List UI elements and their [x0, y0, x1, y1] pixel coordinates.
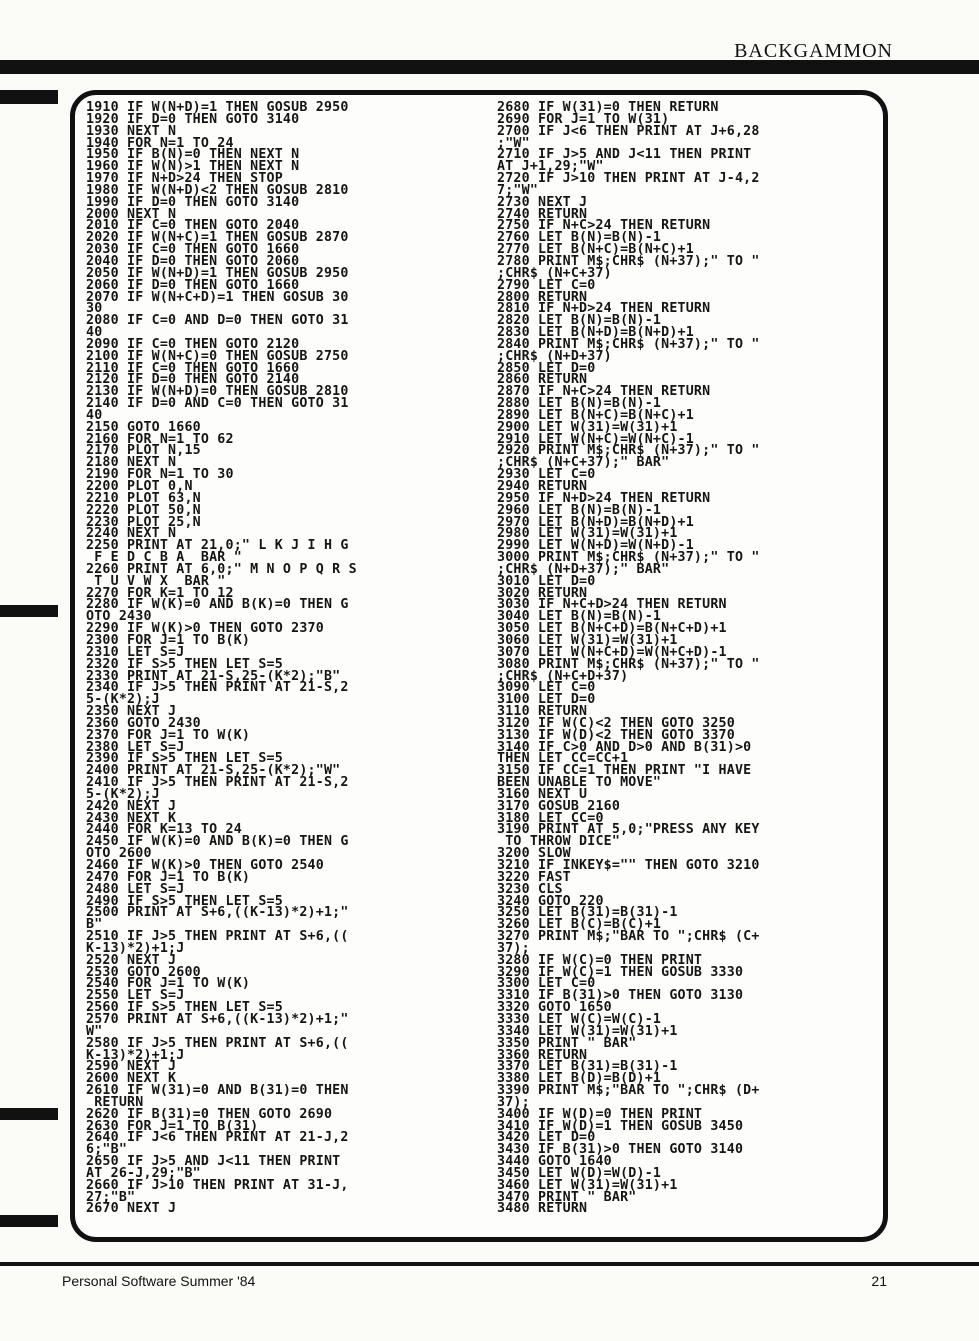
code-line: ;CHR$ (N+D+37)	[497, 348, 612, 364]
code-line: 2950 IF N+D>24 THEN RETURN	[497, 490, 711, 506]
code-line: 2120 IF D=0 THEN GOTO 2140	[86, 372, 300, 388]
code-line: 2530 GOTO 2600	[86, 964, 201, 980]
code-line: 2670 NEXT J	[86, 1201, 177, 1217]
code-line: 3250 LET B(31)=B(31)-1	[497, 905, 678, 921]
code-line: 2600 NEXT K	[86, 1071, 177, 1087]
code-line: 3470 PRINT " BAR"	[497, 1189, 637, 1205]
code-line: 2110 IF C=0 THEN GOTO 1660	[86, 360, 300, 376]
code-line: 2080 IF C=0 AND D=0 THEN GOTO 31	[86, 313, 349, 329]
code-line: 2440 FOR K=13 TO 24	[86, 822, 242, 838]
code-line: 2260 PRINT AT 6,0;" M N O P Q R S	[86, 561, 357, 577]
code-line: 2520 NEXT J	[86, 952, 177, 968]
margin-bar	[0, 90, 58, 104]
code-line: 2210 PLOT 63,N	[86, 490, 201, 506]
code-line: 2450 IF W(K)=0 AND B(K)=0 THEN G	[86, 834, 349, 850]
code-line: 3060 LET W(31)=W(31)+1	[497, 632, 678, 648]
code-line: 2010 IF C=0 THEN GOTO 2040	[86, 218, 300, 234]
code-line: 2330 PRINT AT 21-S,25-(K*2);"B"	[86, 668, 341, 684]
code-line: 3460 LET W(31)=W(31)+1	[497, 1177, 678, 1193]
code-line: 3180 LET CC=0	[497, 810, 604, 826]
code-line: 3110 RETURN	[497, 704, 588, 720]
code-line: AT 26-J,29;"B"	[86, 1165, 201, 1181]
code-line: 3260 LET B(C)=B(C)+1	[497, 917, 662, 933]
code-line: 3190 PRINT AT 5,0;"PRESS ANY KEY	[497, 822, 760, 838]
publication-name: Personal Software Summer '84	[62, 1273, 256, 1289]
code-line: 2900 LET W(31)=W(31)+1	[497, 419, 678, 435]
code-line: 2240 NEXT N	[86, 526, 177, 542]
code-line: RETURN	[86, 1094, 144, 1110]
code-line: 2400 PRINT AT 21-S,25-(K*2);"W"	[86, 763, 341, 779]
code-line: 2310 LET S=J	[86, 644, 185, 660]
code-line: 2070 IF W(N+C+D)=1 THEN GOSUB 30	[86, 289, 349, 305]
code-line: 5-(K*2);J	[86, 692, 160, 708]
code-line: 3280 IF W(C)=0 THEN PRINT	[497, 952, 703, 968]
code-line: 2560 IF S>5 THEN LET S=5	[86, 1000, 283, 1016]
code-line: 2320 IF S>5 THEN LET S=5	[86, 656, 283, 672]
code-line: ;"W"	[497, 135, 530, 151]
code-line: 2770 LET B(N+C)=B(N+C)+1	[497, 242, 694, 258]
code-line: 3240 GOTO 220	[497, 893, 604, 909]
code-line: 2920 PRINT M$;CHR$ (N+37);" TO "	[497, 443, 760, 459]
listing-column-right	[497, 102, 882, 1215]
footer-rule	[0, 1262, 979, 1266]
code-line: 3400 IF W(D)=0 THEN PRINT	[497, 1106, 703, 1122]
code-line: 2890 LET B(N+C)=B(N+C)+1	[497, 407, 694, 423]
code-line: 3480 RETURN	[497, 1201, 588, 1217]
code-line: 3420 LET D=0	[497, 1130, 596, 1146]
code-line: 3080 PRINT M$;CHR$ (N+37);" TO "	[497, 656, 760, 672]
code-line: K-13)*2)+1;J	[86, 1047, 185, 1063]
code-line: 1960 IF W(N)>1 THEN NEXT N	[86, 159, 300, 175]
code-line: OTO 2600	[86, 846, 152, 862]
code-line: 2660 IF J>10 THEN PRINT AT 31-J,	[86, 1177, 349, 1193]
code-line: 2870 IF N+C>24 THEN RETURN	[497, 384, 711, 400]
code-line: THEN LET CC=CC+1	[497, 751, 629, 767]
code-line: 3070 LET W(N+C+D)=W(N+C+D)-1	[497, 644, 727, 660]
code-line: 2940 RETURN	[497, 479, 588, 494]
code-line: 30	[86, 301, 103, 317]
code-line: 7;"W"	[497, 182, 539, 198]
code-line: 2470 FOR J=1 TO B(K)	[86, 869, 251, 885]
code-line: 2800 RETURN	[497, 289, 588, 305]
code-line: 1990 IF D=0 THEN GOTO 3140	[86, 194, 300, 210]
code-line: 3370 LET B(31)=B(31)-1	[497, 1059, 678, 1075]
code-line: 3100 LET D=0	[497, 692, 596, 708]
code-line: 3390 PRINT M$;"BAR TO ";CHR$ (D+	[497, 1083, 760, 1099]
code-line: B"	[86, 917, 103, 933]
code-line: 2250 PRINT AT 21,0;" L K J I H G	[86, 538, 349, 554]
code-line: 27;"B"	[86, 1189, 136, 1205]
code-line: 2640 IF J<6 THEN PRINT AT 21-J,2	[86, 1130, 349, 1146]
code-line: 2090 IF C=0 THEN GOTO 2120	[86, 336, 300, 352]
code-line: BEEN UNABLE TO MOVE"	[497, 775, 662, 791]
code-line: 2930 LET C=0	[497, 467, 596, 483]
code-line: 2280 IF W(K)=0 AND B(K)=0 THEN G	[86, 597, 349, 613]
code-line: 3020 RETURN	[497, 585, 588, 601]
code-line: 2460 IF W(K)>0 THEN GOTO 2540	[86, 858, 324, 873]
code-line: 2380 LET S=J	[86, 739, 185, 755]
code-line: 2610 IF W(31)=0 AND B(31)=0 THEN	[86, 1083, 349, 1099]
code-line: 2740 RETURN	[497, 206, 588, 222]
code-line: 2160 FOR N=1 TO 62	[86, 431, 234, 447]
code-line: 2430 NEXT K	[86, 810, 177, 826]
code-line: W"	[86, 1023, 103, 1039]
code-line: 3200 SLOW	[497, 846, 571, 862]
code-line: K-13)*2)+1;J	[86, 940, 185, 956]
code-line: ;CHR$ (N+C+D+37)	[497, 668, 629, 684]
code-line: 5-(K*2);J	[86, 786, 160, 802]
code-line: 1920 IF D=0 THEN GOTO 3140	[86, 111, 300, 127]
code-line: 2180 NEXT N	[86, 455, 177, 471]
code-line: 2220 PLOT 50,N	[86, 502, 201, 518]
code-line: 3090 LET C=0	[497, 680, 596, 696]
code-line: 2000 NEXT N	[86, 206, 177, 222]
code-line: 3210 IF INKEY$="" THEN GOTO 3210	[497, 858, 760, 873]
code-line: 2750 IF N+C>24 THEN RETURN	[497, 218, 711, 234]
code-line: 3270 PRINT M$;"BAR TO ";CHR$ (C+	[497, 929, 760, 945]
code-line: 3340 LET W(31)=W(31)+1	[497, 1023, 678, 1039]
code-line: 2050 IF W(N+D)=1 THEN GOSUB 2950	[86, 265, 349, 281]
code-line: 2840 PRINT M$;CHR$ (N+37);" TO "	[497, 336, 760, 352]
code-line: 2980 LET W(31)=W(31)+1	[497, 526, 678, 542]
code-line: 2200 PLOT 0,N	[86, 479, 193, 494]
code-line: ;CHR$ (N+C+37)	[497, 265, 612, 281]
code-line: 2700 IF J<6 THEN PRINT AT J+6,28	[497, 123, 760, 139]
code-line: 2820 LET B(N)=B(N)-1	[497, 313, 662, 329]
code-line: 3330 LET W(C)=W(C)-1	[497, 1011, 662, 1027]
code-line: 2760 LET B(N)=B(N)-1	[497, 230, 662, 246]
code-line: 2150 GOTO 1660	[86, 419, 201, 435]
code-line: 2390 IF S>5 THEN LET S=5	[86, 751, 283, 767]
code-line: 3140 IF C>0 AND D>0 AND B(31)>0	[497, 739, 752, 755]
code-line: 3430 IF B(31)>0 THEN GOTO 3140	[497, 1142, 744, 1158]
code-line: 2650 IF J>5 AND J<11 THEN PRINT	[86, 1154, 341, 1170]
code-line: 2130 IF W(N+D)=0 THEN GOSUB 2810	[86, 384, 349, 400]
code-line: 6;"B"	[86, 1142, 128, 1158]
code-line: 2300 FOR J=1 TO B(K)	[86, 632, 251, 648]
code-line: 2570 PRINT AT S+6,((K-13)*2)+1;"	[86, 1011, 349, 1027]
code-line: 2830 LET B(N+D)=B(N+D)+1	[497, 325, 694, 341]
code-line: 1950 IF B(N)=0 THEN NEXT N	[86, 147, 300, 163]
code-line: 3050 LET B(N+C+D)=B(N+C+D)+1	[497, 621, 727, 637]
code-line: 2480 LET S=J	[86, 881, 185, 897]
code-line: 3320 GOTO 1650	[497, 1000, 612, 1016]
code-line: 2040 IF D=0 THEN GOTO 2060	[86, 253, 300, 269]
code-line: 3010 LET D=0	[497, 573, 596, 589]
code-line: 2290 IF W(K)>0 THEN GOTO 2370	[86, 621, 324, 637]
code-line: 3300 LET C=0	[497, 976, 596, 992]
section-title: BACKGAMMON	[734, 40, 893, 62]
code-line: 2170 PLOT N,15	[86, 443, 201, 459]
code-line: 2580 IF J>5 THEN PRINT AT S+6,((	[86, 1035, 349, 1051]
code-line: AT J+1,29;"W"	[497, 159, 604, 175]
code-line: 2720 IF J>10 THEN PRINT AT J-4,2	[497, 171, 760, 187]
code-line: 3220 FAST	[497, 869, 571, 885]
code-line: 2690 FOR J=1 TO W(31)	[497, 111, 670, 127]
code-line: 2100 IF W(N+C)=0 THEN GOSUB 2750	[86, 348, 349, 364]
code-line: 1910 IF W(N+D)=1 THEN GOSUB 2950	[86, 100, 349, 115]
code-line: 2990 LET W(N+D)=W(N+D)-1	[497, 538, 694, 554]
page-number: 21	[871, 1273, 887, 1289]
code-line: 3290 IF W(C)=1 THEN GOSUB 3330	[497, 964, 744, 980]
code-line: 2710 IF J>5 AND J<11 THEN PRINT	[497, 147, 752, 163]
code-line: 3000 PRINT M$;CHR$ (N+37);" TO "	[497, 550, 760, 566]
code-line: 2140 IF D=0 AND C=0 THEN GOTO 31	[86, 396, 349, 412]
code-line: 2730 NEXT J	[497, 194, 588, 210]
code-line: 2780 PRINT M$;CHR$ (N+37);" TO "	[497, 253, 760, 269]
code-line: 2020 IF W(N+C)=1 THEN GOSUB 2870	[86, 230, 349, 246]
code-line: 2630 FOR J=1 TO B(31)	[86, 1118, 259, 1134]
margin-bar	[0, 1108, 58, 1120]
code-line: 3450 LET W(D)=W(D)-1	[497, 1165, 662, 1181]
code-line: 2490 IF S>5 THEN LET S=5	[86, 893, 283, 909]
code-line: ;CHR$ (N+D+37);" BAR"	[497, 561, 670, 577]
code-line: 37);	[497, 1094, 530, 1110]
code-line: 2880 LET B(N)=B(N)-1	[497, 396, 662, 412]
margin-bar	[0, 1215, 58, 1227]
code-line: 3410 IF W(D)=1 THEN GOSUB 3450	[497, 1118, 744, 1134]
code-line: 1970 IF N+D>24 THEN STOP	[86, 171, 283, 187]
code-line: 2850 LET D=0	[497, 360, 596, 376]
code-line: 2860 RETURN	[497, 372, 588, 388]
code-line: 3040 LET B(N)=B(N)-1	[497, 609, 662, 625]
code-line: 2680 IF W(31)=0 THEN RETURN	[497, 100, 719, 115]
code-line: 3120 IF W(C)<2 THEN GOTO 3250	[497, 715, 735, 731]
code-line: 2060 IF D=0 THEN GOTO 1660	[86, 277, 300, 293]
code-line: 2350 NEXT J	[86, 704, 177, 720]
code-line: 2550 LET S=J	[86, 988, 185, 1004]
code-line: 3380 LET B(D)=B(D)+1	[497, 1071, 662, 1087]
listing-column-left	[86, 102, 481, 1215]
code-line: 3230 CLS	[497, 881, 563, 897]
code-line: 2500 PRINT AT S+6,((K-13)*2)+1;"	[86, 905, 349, 921]
code-line: 2340 IF J>5 THEN PRINT AT 21-S,2	[86, 680, 349, 696]
code-line: 1930 NEXT N	[86, 123, 177, 139]
code-line: 2230 PLOT 25,N	[86, 514, 201, 530]
code-line: 2540 FOR J=1 TO W(K)	[86, 976, 251, 992]
code-line: 2510 IF J>5 THEN PRINT AT S+6,((	[86, 929, 349, 945]
code-line: 1940 FOR N=1 TO 24	[86, 135, 234, 151]
code-line: 40	[86, 325, 103, 341]
code-line: ;CHR$ (N+C+37);" BAR"	[497, 455, 670, 471]
code-line: 3150 IF CC=1 THEN PRINT "I HAVE	[497, 763, 752, 779]
margin-bar	[0, 605, 58, 617]
code-line: 2360 GOTO 2430	[86, 715, 201, 731]
code-line: 2370 FOR J=1 TO W(K)	[86, 727, 251, 743]
code-line: 2590 NEXT J	[86, 1059, 177, 1075]
code-line: 3160 NEXT U	[497, 786, 588, 802]
code-line: 1980 IF W(N+D)<2 THEN GOSUB 2810	[86, 182, 349, 198]
code-line: 3360 RETURN	[497, 1047, 588, 1063]
code-line: 37);	[497, 940, 530, 956]
code-line: 2620 IF B(31)=0 THEN GOTO 2690	[86, 1106, 333, 1122]
code-line: 3350 PRINT " BAR"	[497, 1035, 637, 1051]
code-line: 2810 IF N+D>24 THEN RETURN	[497, 301, 711, 317]
code-line: 2970 LET B(N+D)=B(N+D)+1	[497, 514, 694, 530]
code-line: 2270 FOR K=1 TO 12	[86, 585, 234, 601]
code-line: 40	[86, 407, 103, 423]
code-line: TO THROW DICE"	[497, 834, 621, 850]
code-line: 3030 IF N+C+D>24 THEN RETURN	[497, 597, 727, 613]
code-line: 3310 IF B(31)>0 THEN GOTO 3130	[497, 988, 744, 1004]
code-line: 2410 IF J>5 THEN PRINT AT 21-S,2	[86, 775, 349, 791]
code-line: 2960 LET B(N)=B(N)-1	[497, 502, 662, 518]
code-line: 3440 GOTO 1640	[497, 1154, 612, 1170]
code-line: 2190 FOR N=1 TO 30	[86, 467, 234, 483]
code-line: OTO 2430	[86, 609, 152, 625]
code-line: F E D C B A BAR "	[86, 550, 242, 566]
code-line: 2420 NEXT J	[86, 798, 177, 814]
code-line: 2030 IF C=0 THEN GOTO 1660	[86, 242, 300, 258]
code-line: 2790 LET C=0	[497, 277, 596, 293]
code-line: 3130 IF W(D)<2 THEN GOTO 3370	[497, 727, 735, 743]
code-line: 3170 GOSUB 2160	[497, 798, 621, 814]
code-line: 2910 LET W(N+C)=W(N+C)-1	[497, 431, 694, 447]
code-line: T U V W X BAR "	[86, 573, 226, 589]
